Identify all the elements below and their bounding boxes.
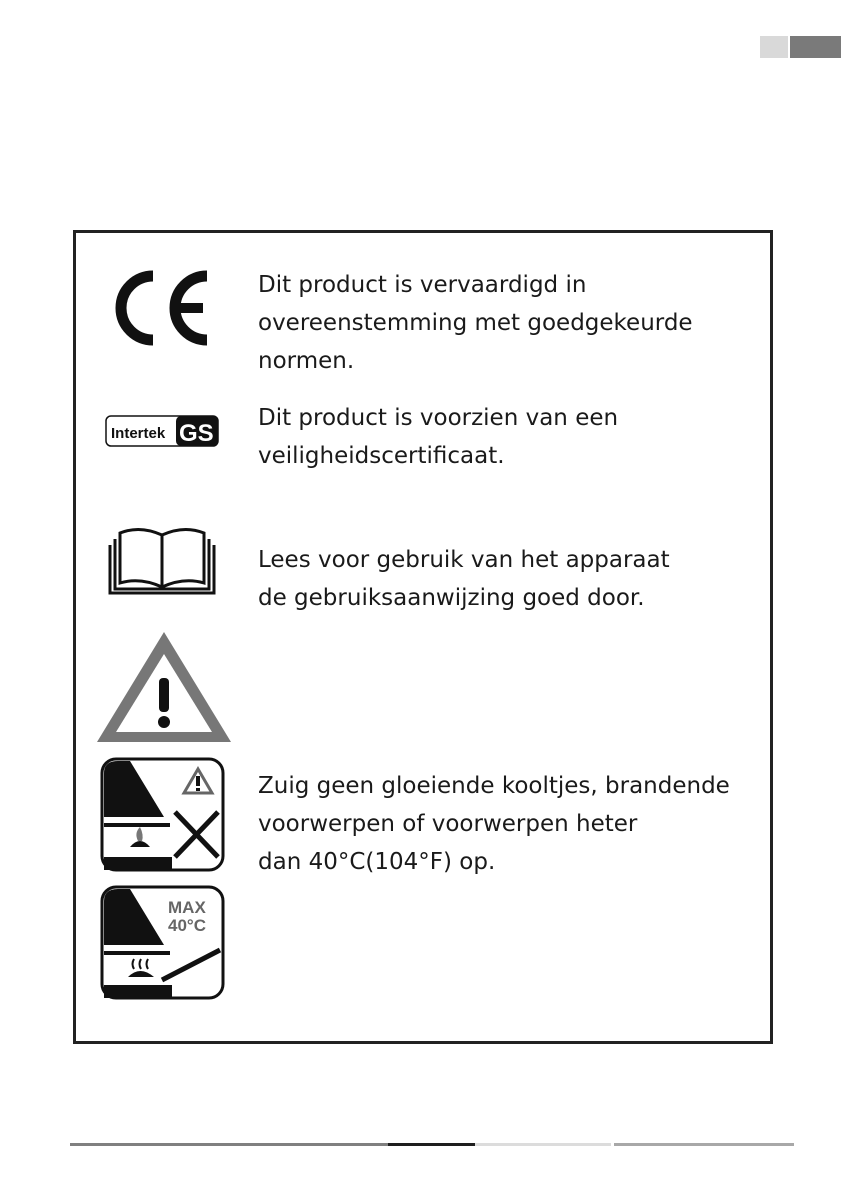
manual-book-icon <box>105 525 220 595</box>
footer-bar-segment <box>70 1143 388 1146</box>
svg-text:MAX: MAX <box>168 898 206 917</box>
tab-marker-dark <box>790 36 841 58</box>
footer-bar-segment <box>475 1143 611 1146</box>
warning-triangle-icon <box>94 628 234 746</box>
ce-text: Dit product is vervaardigd in overeenstemming met goedgekeurde normen. <box>258 272 693 374</box>
certificate-text: Dit product is voorzien van een veiligheidscertificaat. <box>258 405 619 469</box>
tab-marker-light <box>760 36 788 58</box>
max-temperature-icon <box>100 885 225 1000</box>
hot-objects-warning-text: Zuig geen gloeiende kooltjes, brandende voorwerpen of voorwerpen heter dan 40°C(104°F) op. <box>258 773 730 875</box>
footer-bar-segment <box>388 1143 475 1146</box>
svg-text:GS: GS <box>179 420 214 447</box>
svg-text:40°C: 40°C <box>168 916 206 935</box>
read-manual-text: Lees voor gebruik van het apparaat de gebruiksaanwijzing goed door. <box>258 547 670 611</box>
footer-bar-segment <box>614 1143 794 1146</box>
svg-text:Intertek: Intertek <box>111 425 166 442</box>
ce-mark-icon <box>105 268 215 348</box>
intertek-gs-logo <box>105 413 220 449</box>
no-hot-ash-icon <box>100 757 225 872</box>
